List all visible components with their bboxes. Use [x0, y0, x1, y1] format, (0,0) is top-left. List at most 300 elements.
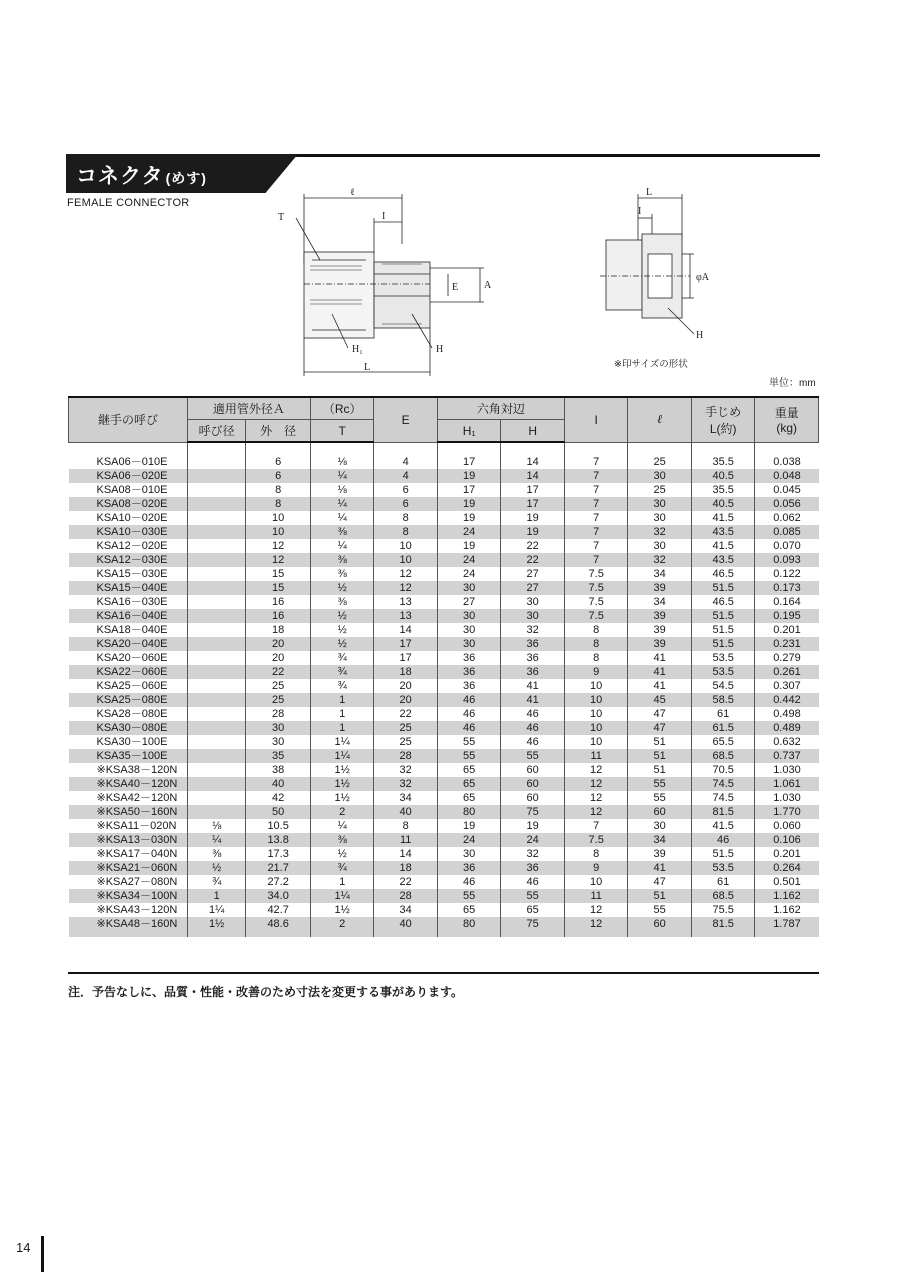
table-cell: 51	[628, 889, 692, 903]
table-cell: 51.5	[691, 581, 755, 595]
table-cell: 51	[628, 735, 692, 749]
table-cell: 8	[564, 637, 628, 651]
table-cell: 51	[628, 763, 692, 777]
table-cell: 68.5	[691, 889, 755, 903]
table-cell: ⅜	[187, 847, 245, 861]
table-row	[69, 679, 819, 693]
table-cell: 22	[246, 665, 311, 679]
table-cell	[187, 581, 245, 595]
table-row	[69, 917, 819, 937]
table-cell: 20	[246, 637, 311, 651]
table-cell: ¼	[187, 833, 245, 847]
table-cell: 22	[374, 707, 438, 721]
table-cell: 60	[628, 917, 692, 937]
table-cell: 80	[437, 805, 501, 819]
table-row	[69, 553, 819, 567]
table-cell: 1.162	[755, 889, 819, 903]
table-cell: 8	[564, 623, 628, 637]
table-cell: 55	[437, 889, 501, 903]
table-cell: 60	[628, 805, 692, 819]
variant-label-len: L	[646, 187, 653, 198]
unit-note: 単位：mm	[769, 378, 816, 389]
table-cell: 65	[437, 791, 501, 805]
table-cell: 7	[564, 525, 628, 539]
table-row	[69, 637, 819, 651]
table-cell: 30	[501, 595, 565, 609]
table-cell: 16	[246, 595, 311, 609]
table-cell: 7	[564, 497, 628, 511]
table-row	[69, 595, 819, 609]
table-cell: KSA12－020E	[96, 540, 168, 552]
table-cell: 47	[628, 721, 692, 735]
table-cell: 30	[437, 581, 501, 595]
table-cell: 32	[501, 847, 565, 861]
table-cell: 19	[501, 819, 565, 833]
table-row	[69, 861, 819, 875]
table-row	[69, 525, 819, 539]
table-cell: 10	[374, 539, 438, 553]
table-cell: 1½	[187, 917, 245, 937]
table-cell: KSA20－060E	[96, 652, 168, 664]
table-cell: ¾	[310, 861, 374, 875]
table-cell: 10	[246, 525, 311, 539]
table-cell: ※KSA42－120N	[96, 792, 178, 804]
table-cell: 30	[437, 847, 501, 861]
table-cell: 1¼	[187, 903, 245, 917]
table-cell: 53.5	[691, 861, 755, 875]
table-cell: 17	[437, 483, 501, 497]
table-cell: KSA35－100E	[69, 749, 188, 763]
table-cell: 55	[501, 749, 565, 763]
table-cell: 75	[501, 917, 565, 937]
table-cell: 9	[564, 861, 628, 875]
table-cell: 36	[501, 651, 565, 665]
table-row	[69, 455, 819, 469]
table-cell	[187, 595, 245, 609]
table-cell: 0.195	[755, 609, 819, 623]
table-cell: 81.5	[691, 805, 755, 819]
table-row	[69, 623, 819, 637]
table-cell: 65	[501, 903, 565, 917]
table-cell: 0.201	[755, 847, 819, 861]
table-cell: KSA08－020E	[69, 497, 188, 511]
table-cell: 32	[628, 553, 692, 567]
table-cell: 75	[501, 805, 565, 819]
table-cell: 41.5	[691, 539, 755, 553]
table-cell: 61	[691, 875, 755, 889]
table-cell: 27.2	[246, 875, 311, 889]
table-cell	[187, 469, 245, 483]
table-cell: 7.5	[564, 581, 628, 595]
table-cell: 36	[437, 861, 501, 875]
table-cell: ½	[310, 609, 374, 623]
col-header-nominal: 呼び径	[187, 420, 245, 443]
table-cell: 22	[501, 539, 565, 553]
table-row	[69, 497, 819, 511]
table-cell: 61	[691, 707, 755, 721]
table-cell: 43.5	[691, 553, 755, 567]
table-cell: 0.231	[755, 637, 819, 651]
table-cell	[187, 483, 245, 497]
table-cell: 17	[501, 483, 565, 497]
table-cell: 25	[374, 735, 438, 749]
drawing-label-len: L	[364, 362, 371, 373]
table-cell	[187, 511, 245, 525]
table-cell: 0.045	[755, 483, 819, 497]
table-row	[69, 567, 819, 581]
drawing-label-h: H	[436, 344, 444, 355]
table-cell: ½	[310, 581, 374, 595]
table-cell: 41	[628, 679, 692, 693]
table-cell: 16	[246, 609, 311, 623]
col-header-name: 継手の呼び	[69, 397, 188, 442]
table-cell: 46	[437, 707, 501, 721]
table-cell: 55	[628, 777, 692, 791]
drawing-label-a: A	[484, 280, 492, 291]
table-cell: ¼	[310, 819, 374, 833]
table-cell: KSA16－040E	[69, 609, 188, 623]
table-cell: ⅜	[310, 553, 374, 567]
table-cell: 7	[564, 469, 628, 483]
table-cell: 65	[437, 903, 501, 917]
table-cell: 20	[374, 693, 438, 707]
table-cell: 1.770	[755, 805, 819, 819]
variant-label-phi-a: φA	[696, 272, 709, 283]
table-cell: 46.5	[691, 595, 755, 609]
table-cell	[187, 497, 245, 511]
table-cell	[187, 651, 245, 665]
table-cell: 7.5	[564, 595, 628, 609]
table-cell: ※KSA13－030N	[69, 833, 188, 847]
table-cell	[187, 665, 245, 679]
col-header-i: I	[564, 397, 628, 442]
table-cell: 46	[501, 735, 565, 749]
table-row	[69, 735, 819, 749]
table-row	[69, 875, 819, 889]
table-cell: 1.030	[755, 791, 819, 805]
table-cell: ⅛	[187, 819, 245, 833]
table-cell: 14	[501, 469, 565, 483]
table-cell: 39	[628, 623, 692, 637]
table-cell: 4	[374, 455, 438, 469]
table-cell: 30	[628, 539, 692, 553]
table-cell: 0.093	[755, 553, 819, 567]
table-cell: ⅜	[310, 595, 374, 609]
table-cell: 7.5	[564, 833, 628, 847]
table-cell: 14	[374, 623, 438, 637]
table-cell: 65	[437, 763, 501, 777]
table-cell: 8	[564, 847, 628, 861]
table-cell: 0.038	[755, 455, 819, 469]
table-cell: 55	[628, 791, 692, 805]
table-cell: 1¼	[310, 735, 374, 749]
table-row	[69, 609, 819, 623]
table-cell: ¼	[310, 497, 374, 511]
table-cell	[187, 553, 245, 567]
table-cell: 0.632	[755, 735, 819, 749]
table-row	[69, 903, 819, 917]
table-cell: 12	[374, 567, 438, 581]
table-cell: KSA20－040E	[69, 637, 188, 651]
table-cell: 74.5	[691, 791, 755, 805]
table-row	[69, 707, 819, 721]
table-cell: 1¼	[310, 749, 374, 763]
table-cell	[187, 637, 245, 651]
table-cell: KSA30－100E	[96, 736, 168, 748]
table-cell: 36	[501, 637, 565, 651]
page-subtitle: FEMALE CONNECTOR	[67, 197, 190, 209]
page-title: コネクタ (めす)	[76, 165, 207, 188]
table-cell: 34	[628, 567, 692, 581]
table-cell: 28	[374, 889, 438, 903]
col-header-rc: （Rc）	[310, 397, 374, 420]
table-cell: ※KSA38－120N	[96, 764, 178, 776]
table-cell	[187, 805, 245, 819]
table-cell: 1	[187, 889, 245, 903]
spec-table	[68, 396, 819, 937]
table-cell	[187, 721, 245, 735]
table-cell: 8	[246, 497, 311, 511]
table-cell: ½	[310, 847, 374, 861]
table-cell: ½	[187, 861, 245, 875]
table-cell: 8	[246, 483, 311, 497]
table-cell: 36	[437, 665, 501, 679]
table-cell: 38	[246, 763, 311, 777]
table-cell: 35.5	[691, 483, 755, 497]
table-cell: 19	[437, 511, 501, 525]
table-row	[69, 511, 819, 525]
table-cell: 7	[564, 455, 628, 469]
table-cell: KSA08－010E	[96, 484, 168, 496]
table-cell: 42	[246, 791, 311, 805]
table-cell: KSA15－040E	[69, 581, 188, 595]
table-row	[69, 469, 819, 483]
table-cell: 1.162	[755, 903, 819, 917]
col-header-l: ℓ	[628, 397, 692, 442]
table-cell: 40.5	[691, 497, 755, 511]
table-row	[69, 651, 819, 665]
table-cell: 12	[246, 553, 311, 567]
table-cell: 9	[564, 665, 628, 679]
table-cell: 24	[437, 525, 501, 539]
col-header-hex: 六角対辺	[437, 397, 564, 420]
table-cell: 25	[628, 483, 692, 497]
table-cell: 2	[310, 805, 374, 819]
table-cell: 10	[374, 553, 438, 567]
table-cell: 1½	[310, 763, 374, 777]
table-cell: 65.5	[691, 735, 755, 749]
table-cell: 30	[628, 511, 692, 525]
table-cell	[187, 749, 245, 763]
col-header-weight: 重量 (kg)	[755, 397, 819, 442]
table-cell: 10	[564, 693, 628, 707]
table-cell: KSA22－060E	[69, 665, 188, 679]
table-cell: 60	[501, 763, 565, 777]
footnote: 注．予告なしに、品質・性能・改善のため寸法を変更する事があります。	[68, 985, 464, 999]
table-cell: 36	[501, 861, 565, 875]
table-cell: 34	[374, 903, 438, 917]
table-cell: ¾	[310, 679, 374, 693]
table-cell: ¾	[310, 651, 374, 665]
col-header-h1: H₁	[437, 420, 501, 443]
table-cell: ※KSA48－160N	[69, 917, 188, 937]
table-cell: 0.062	[755, 511, 819, 525]
table-cell: 32	[628, 525, 692, 539]
table-row	[69, 819, 819, 833]
table-row	[69, 777, 819, 791]
table-cell: 25	[374, 721, 438, 735]
table-cell: ⅛	[310, 455, 374, 469]
col-header-tighten: 手じめ L(約)	[691, 397, 755, 442]
table-cell: 40	[246, 777, 311, 791]
table-cell: KSA12－030E	[69, 553, 188, 567]
table-cell: 27	[437, 595, 501, 609]
table-cell: 55	[437, 749, 501, 763]
table-cell: 35.5	[691, 455, 755, 469]
table-cell: 55	[501, 889, 565, 903]
table-cell: ¾	[310, 665, 374, 679]
table-cell: 25	[246, 679, 311, 693]
table-cell: 51.5	[691, 637, 755, 651]
table-cell: 19	[437, 539, 501, 553]
table-row	[69, 847, 819, 861]
table-row	[69, 833, 819, 847]
table-row	[69, 693, 819, 707]
table-cell: 0.060	[755, 819, 819, 833]
table-cell: 17	[437, 455, 501, 469]
table-cell	[187, 679, 245, 693]
table-cell: 0.489	[755, 721, 819, 735]
table-cell: 24	[437, 567, 501, 581]
table-cell	[187, 609, 245, 623]
table-spacer-row	[69, 442, 819, 455]
table-cell: 30	[501, 609, 565, 623]
table-cell: 61.5	[691, 721, 755, 735]
table-cell: 34.0	[246, 889, 311, 903]
table-cell: 75.5	[691, 903, 755, 917]
table-cell: 46	[437, 875, 501, 889]
table-cell: 41	[501, 693, 565, 707]
table-cell: 51.5	[691, 623, 755, 637]
table-cell	[187, 735, 245, 749]
table-cell: 11	[564, 749, 628, 763]
table-cell: 32	[374, 763, 438, 777]
table-cell: 50	[246, 805, 311, 819]
table-cell: 0.048	[755, 469, 819, 483]
table-cell	[187, 455, 245, 469]
drawing-label-t: T	[278, 212, 285, 223]
table-cell: 10	[564, 875, 628, 889]
table-cell: 11	[374, 833, 438, 847]
table-cell: 30	[628, 497, 692, 511]
table-cell: 0.164	[755, 595, 819, 609]
table-cell: 13	[374, 609, 438, 623]
table-row	[69, 749, 819, 763]
table-cell: 15	[246, 581, 311, 595]
table-cell: 35	[246, 749, 311, 763]
table-cell: 41	[628, 651, 692, 665]
table-cell: 12	[564, 805, 628, 819]
table-cell: 10	[246, 511, 311, 525]
table-cell: 55	[437, 735, 501, 749]
table-cell: ½	[310, 623, 374, 637]
table-cell: 8	[374, 525, 438, 539]
table-cell: 10	[564, 679, 628, 693]
table-cell: ※KSA34－100N	[69, 889, 188, 903]
table-cell: 15	[246, 567, 311, 581]
table-cell: ※KSA21－060N	[69, 861, 188, 875]
table-cell: 30	[628, 819, 692, 833]
table-cell: 53.5	[691, 651, 755, 665]
table-cell: 47	[628, 707, 692, 721]
table-row	[69, 539, 819, 553]
drawing-label-e: E	[452, 282, 459, 293]
table-cell	[187, 707, 245, 721]
table-cell: 19	[437, 819, 501, 833]
table-cell: 70.5	[691, 763, 755, 777]
table-cell: 2	[310, 917, 374, 937]
table-cell: ※KSA11－020N	[96, 820, 177, 832]
table-cell: 48.6	[246, 917, 311, 937]
table-cell: 30	[437, 609, 501, 623]
table-cell: 1	[310, 707, 374, 721]
table-cell: KSA16－030E	[96, 596, 168, 608]
table-cell: 13	[374, 595, 438, 609]
table-cell: 0.264	[755, 861, 819, 875]
table-cell: 39	[628, 637, 692, 651]
table-cell: 51.5	[691, 847, 755, 861]
table-cell: 55	[628, 903, 692, 917]
spec-table-body	[69, 442, 819, 937]
table-cell: 60	[501, 777, 565, 791]
table-cell: 36	[437, 679, 501, 693]
table-cell	[187, 567, 245, 581]
table-cell: 46	[501, 875, 565, 889]
table-cell: 13.8	[246, 833, 311, 847]
table-cell: 30	[246, 721, 311, 735]
table-cell: 32	[374, 777, 438, 791]
table-row	[69, 721, 819, 735]
table-cell: ⅜	[310, 567, 374, 581]
table-cell: 43.5	[691, 525, 755, 539]
table-cell	[187, 525, 245, 539]
table-cell: 1½	[310, 903, 374, 917]
table-row	[69, 665, 819, 679]
table-cell: KSA10－030E	[69, 525, 188, 539]
page-number: 14	[16, 1240, 31, 1255]
table-cell	[187, 623, 245, 637]
table-cell: 25	[246, 693, 311, 707]
table-cell: 0.501	[755, 875, 819, 889]
table-cell: 0.279	[755, 651, 819, 665]
table-cell: 19	[501, 525, 565, 539]
table-cell: 34	[374, 791, 438, 805]
table-cell: 22	[501, 553, 565, 567]
table-cell: 12	[374, 581, 438, 595]
table-cell: KSA28－080E	[96, 708, 168, 720]
table-cell: 7	[564, 539, 628, 553]
table-cell: 0.122	[755, 567, 819, 581]
table-cell: 40	[374, 917, 438, 937]
table-cell: 0.173	[755, 581, 819, 595]
table-cell: 65	[437, 777, 501, 791]
table-cell: 74.5	[691, 777, 755, 791]
table-cell: 81.5	[691, 917, 755, 937]
table-cell: 39	[628, 609, 692, 623]
table-cell: 17	[374, 637, 438, 651]
table-cell: KSA30－080E	[69, 721, 188, 735]
col-header-pipe-od: 適用管外径Ａ	[187, 397, 310, 420]
